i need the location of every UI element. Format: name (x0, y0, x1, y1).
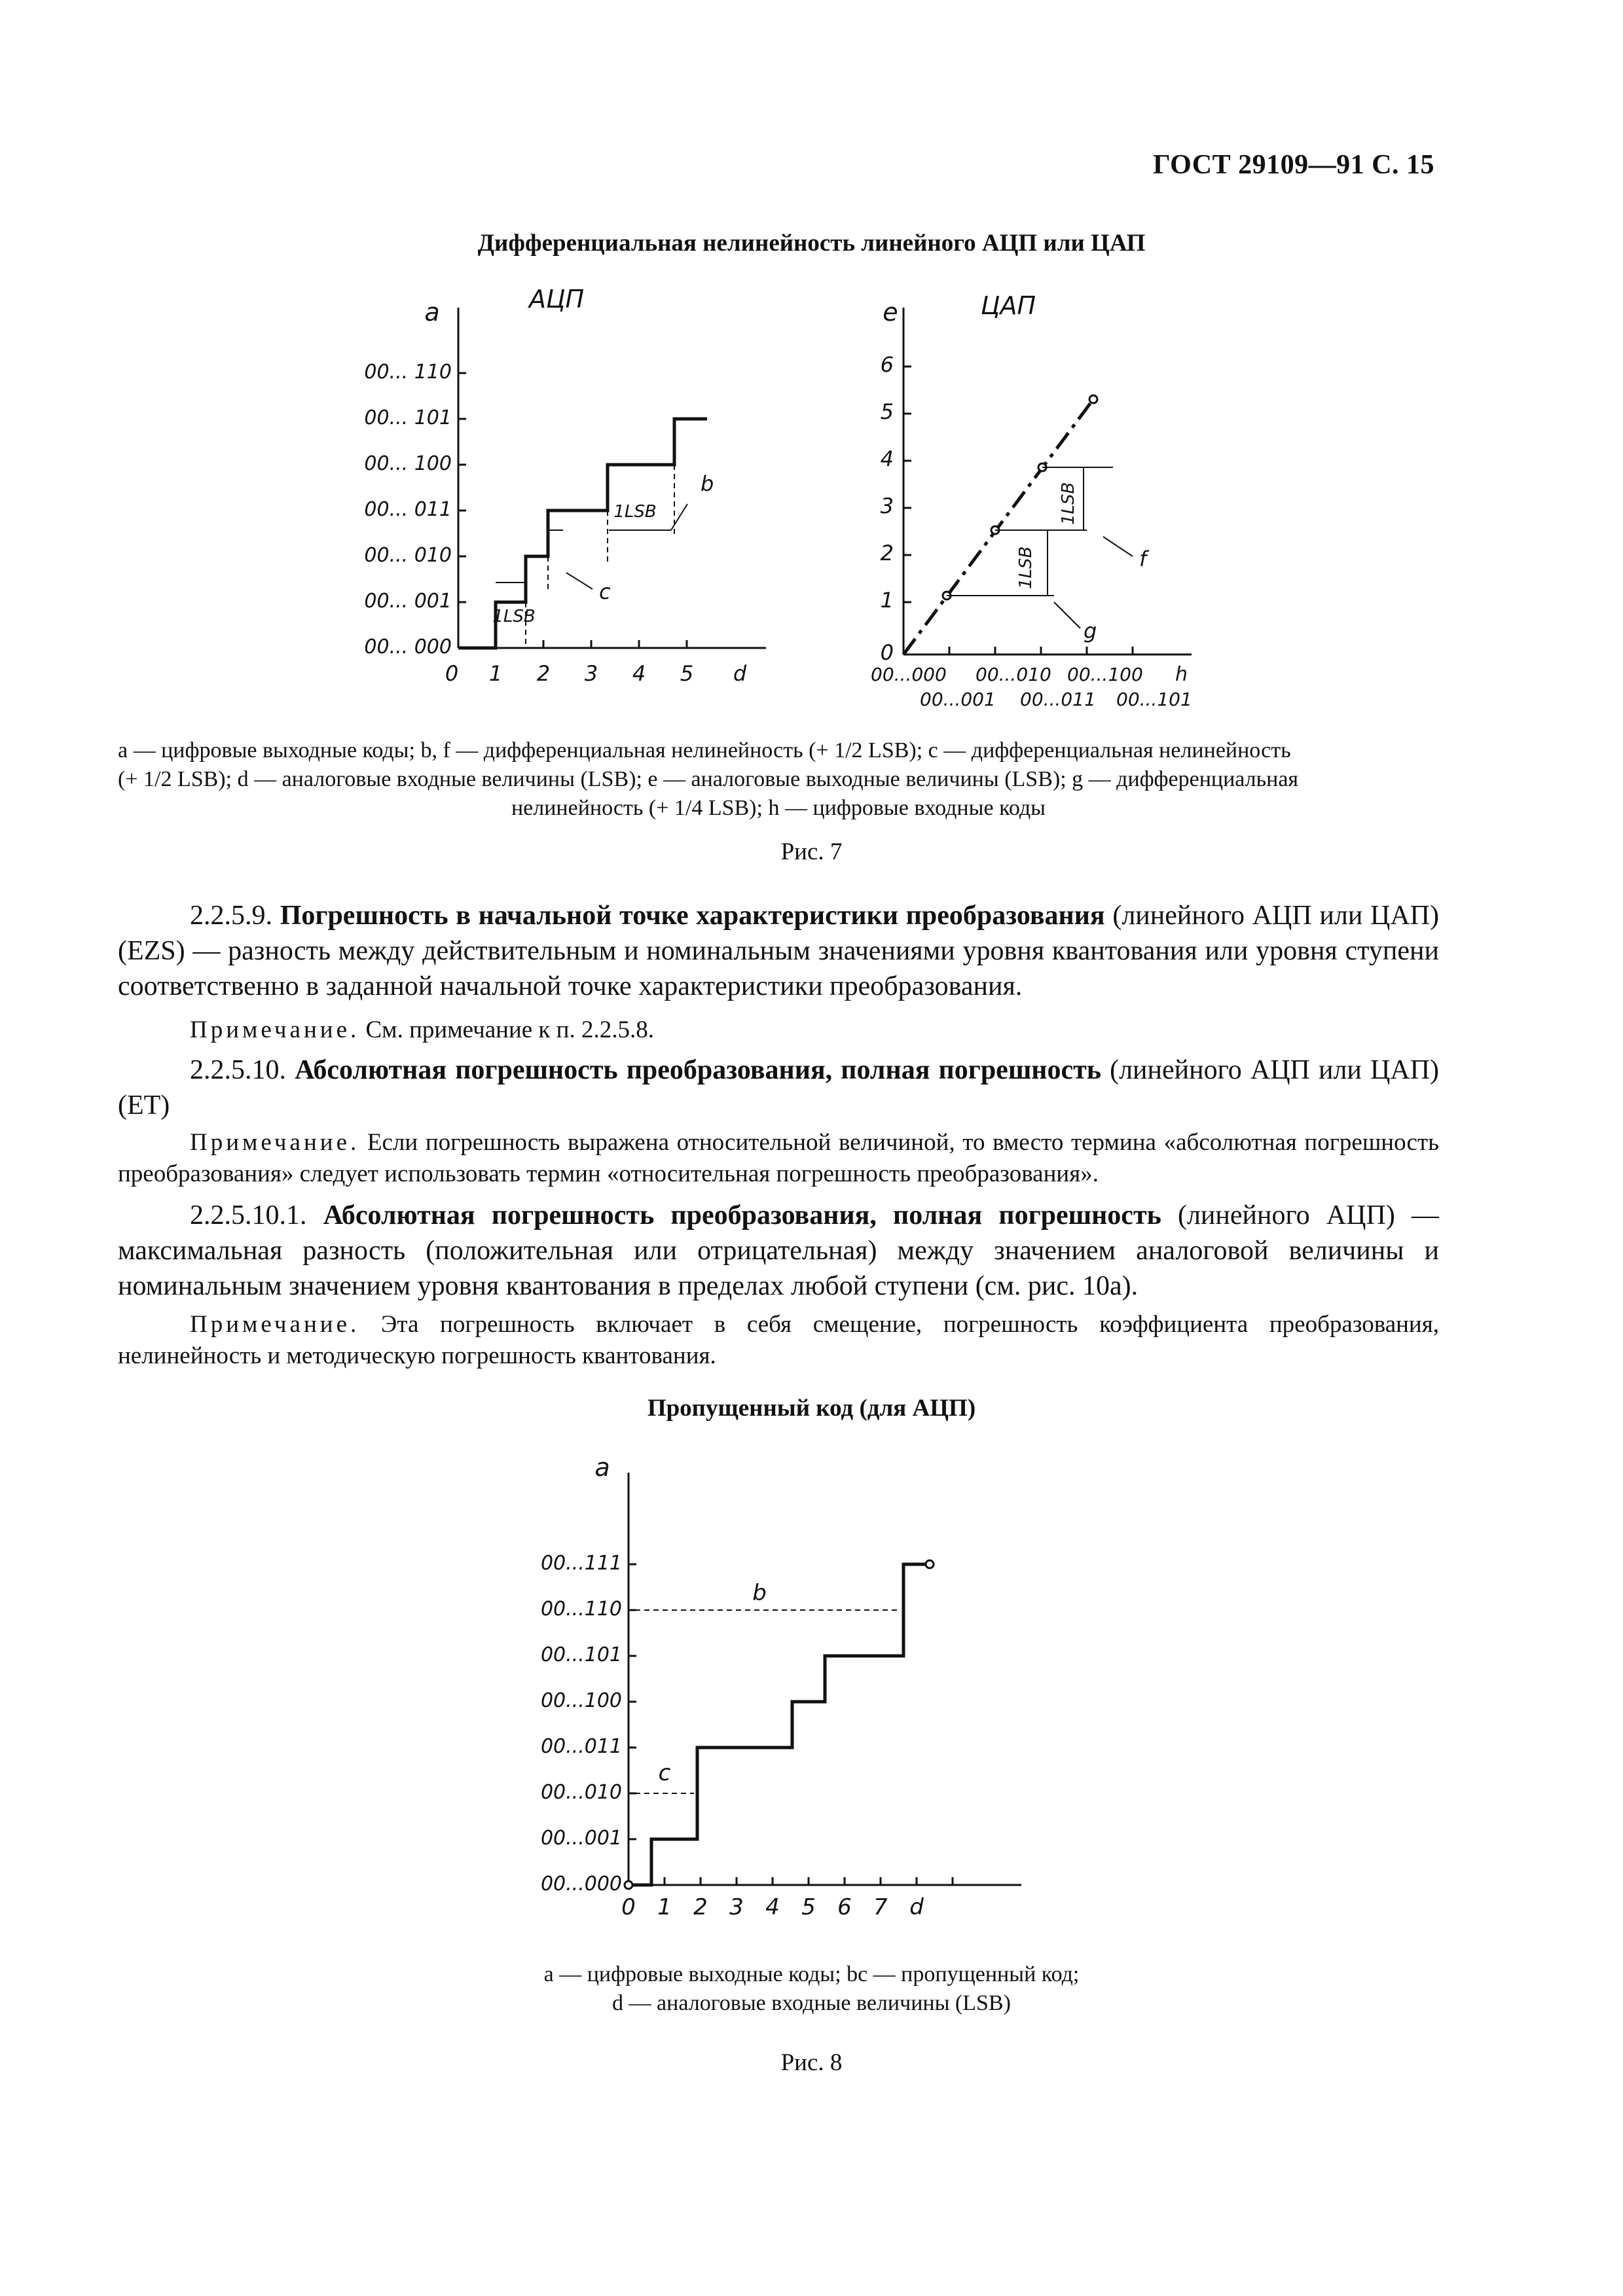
section-number: 2.2.5.9. (190, 901, 272, 931)
fig8-label: Рис. 8 (780, 2049, 843, 2076)
fig8-y-label: 00...100 (540, 1689, 622, 1712)
fig8-caption-line: d — аналоговые входные величины (LSB) (612, 1991, 1011, 2015)
dac-y-label: 3 (880, 493, 894, 518)
fig8-start-point (625, 1881, 632, 1889)
fig7-dac-diagram (851, 281, 1218, 713)
fig8-x-label: 7 (873, 1894, 888, 1918)
fig8-y-label: 00...010 (540, 1781, 622, 1804)
adc-label-b: b (701, 471, 714, 496)
adc-x-label: 4 (632, 661, 646, 686)
dac-point (1089, 395, 1097, 403)
section-2-2-5-10-1 (118, 1198, 1439, 1304)
fig8-caption (0, 1960, 1623, 2018)
section-2-2-5-9 (118, 898, 1439, 1004)
section-term: Погрешность в начальной точке характеристики преобразования (280, 901, 1105, 931)
section-number: 2.2.5.10.1. (190, 1200, 307, 1230)
fig8-x-label: 1 (657, 1894, 672, 1918)
section-term: Абсолютная погрешность преобразования, полная погрешность (323, 1200, 1161, 1230)
fig8-y-label: 00...101 (540, 1643, 622, 1666)
section-text: (линейного АЦП или ЦАП) (EZS) — разность между действительным и номинальным значениями уровня квантования или уровня ступени соответственно в заданной начальной точке характеристики преобразования. (118, 901, 1439, 1001)
fig8-label-c: c (658, 1760, 671, 1786)
note-label: Примечание. (190, 1311, 360, 1338)
adc-lsb-label: 1LSB (492, 607, 536, 626)
fig8-x-label: 2 (693, 1894, 708, 1918)
fig8-x-label: 6 (837, 1894, 852, 1918)
dac-heading: ЦАП (980, 291, 1036, 320)
fig7-adc-diagram (340, 281, 799, 713)
fig7-caption-line: a — цифровые выходные коды; b, f — дифференциальная нелинейность (+ 1/2 LSB); c — дифференциальная нелинейность (118, 738, 1291, 762)
dac-x-label: 00...100 (1067, 664, 1143, 685)
adc-y-label: 00... 100 (364, 452, 452, 475)
adc-y-label: 00... 011 (364, 498, 452, 521)
adc-x-label: 2 (536, 661, 551, 686)
fig8-diagram (498, 1446, 1087, 1918)
dac-label-f: f (1139, 547, 1147, 571)
section-term: Абсолютная погрешность преобразования, полная погрешность (295, 1055, 1101, 1085)
note-label: Примечание. (190, 1016, 360, 1043)
adc-y-axis-label: a (424, 298, 440, 327)
adc-x-label: 0 (445, 661, 459, 686)
dac-label-g: g (1084, 619, 1097, 643)
dac-x-axis-label: h (1175, 663, 1188, 686)
fig7-caption-line: нелинейность (+ 1/4 LSB); h — цифровые входные коды (511, 796, 1046, 820)
fig8-label-b: b (752, 1580, 767, 1606)
dac-lsb-label: 1LSB (1016, 546, 1036, 589)
fig7-title: Дифференциальная нелинейность линейного АЦП или ЦАП (477, 230, 1146, 257)
dac-x-label: 00...000 (871, 664, 947, 685)
fig7-caption (118, 736, 1439, 823)
note-1 (118, 1014, 1439, 1046)
fig8-x-label: 0 (621, 1894, 636, 1918)
fig8-y-label: 00...011 (540, 1735, 622, 1758)
fig8-y-label: 00...110 (540, 1598, 622, 1621)
dac-y-label: 0 (880, 640, 894, 665)
fig8-y-label: 00...001 (540, 1827, 622, 1850)
dac-x-label: 00...001 (920, 689, 996, 710)
fig8-staircase (629, 1564, 926, 1885)
adc-x-label: 1 (488, 661, 503, 686)
dac-lsb-label-2: 1LSB (1059, 482, 1078, 525)
note-label: Примечание. (190, 1129, 360, 1156)
adc-lsb-label-2: 1LSB (613, 502, 657, 522)
fig8-y-label: 00...111 (540, 1552, 622, 1575)
page-header: ГОСТ 29109—91 С. 15 (1152, 150, 1434, 180)
fig8-x-label: 3 (729, 1894, 744, 1918)
note-text: Если погрешность выражена относительной величиной, то вместо термина «абсолютная погрешность преобразования» следует использовать термин «относительная погрешность преобразования». (118, 1129, 1439, 1187)
fig8-caption-line: a — цифровые выходные коды; bc — пропущенный код; (543, 1962, 1080, 1986)
adc-y-label: 00... 001 (364, 590, 452, 613)
dac-x-label: 00...011 (1020, 689, 1096, 710)
section-number: 2.2.5.10. (190, 1055, 286, 1085)
dac-y-label: 1 (880, 588, 894, 613)
dac-y-label: 5 (880, 399, 894, 424)
adc-label-c: c (599, 579, 611, 604)
dac-y-label: 6 (880, 352, 894, 377)
dac-y-label: 2 (880, 541, 894, 565)
section-text: (линейного АЦП) — максимальная разность (положительная или отрицательная) между значением аналоговой величины и номинальным значением уровня квантования в пределах любой ступени (см. рис. 10а). (118, 1200, 1439, 1301)
note-text: См. примечание к п. 2.2.5.8. (359, 1016, 654, 1043)
fig8-x-label: 5 (801, 1894, 816, 1918)
fig8-x-label: 4 (765, 1894, 780, 1918)
fig7-caption-line: (+ 1/2 LSB); d — аналоговые входные величины (LSB); e — аналоговые выходные величины (LSB); g — дифференциальная (118, 767, 1299, 791)
section-text: (линейного АЦП или ЦАП) (ET) (118, 1055, 1440, 1121)
adc-heading: АЦП (528, 285, 585, 314)
fig8-title: Пропущенный код (для АЦП) (647, 1395, 976, 1422)
section-2-2-5-10 (118, 1052, 1439, 1123)
fig7-label: Рис. 7 (780, 838, 843, 865)
note-3 (118, 1309, 1439, 1372)
adc-y-label: 00... 000 (364, 636, 452, 658)
adc-x-label: 5 (680, 661, 694, 686)
note-2 (118, 1127, 1439, 1190)
adc-y-label: 00... 110 (364, 361, 452, 384)
note-text: Эта погрешность включает в себя смещение, погрешность коэффициента преобразования, нелинейность и методическую погрешность квантования. (118, 1311, 1439, 1369)
dac-y-label: 4 (880, 446, 894, 471)
adc-x-axis-label: d (733, 661, 747, 686)
dac-x-label: 00...101 (1116, 689, 1192, 710)
fig8-x-axis-label: d (909, 1894, 924, 1918)
adc-y-label: 00... 010 (364, 544, 452, 567)
fig8-y-axis-label: a (594, 1453, 610, 1482)
adc-b-arrow (671, 504, 687, 530)
fig8-y-label: 00...000 (540, 1873, 622, 1895)
adc-y-label: 00... 101 (364, 406, 452, 429)
dac-y-axis-label: e (883, 298, 898, 327)
adc-x-label: 3 (584, 661, 598, 686)
dac-x-label: 00...010 (976, 664, 1051, 685)
fig8-end-point (926, 1560, 934, 1568)
